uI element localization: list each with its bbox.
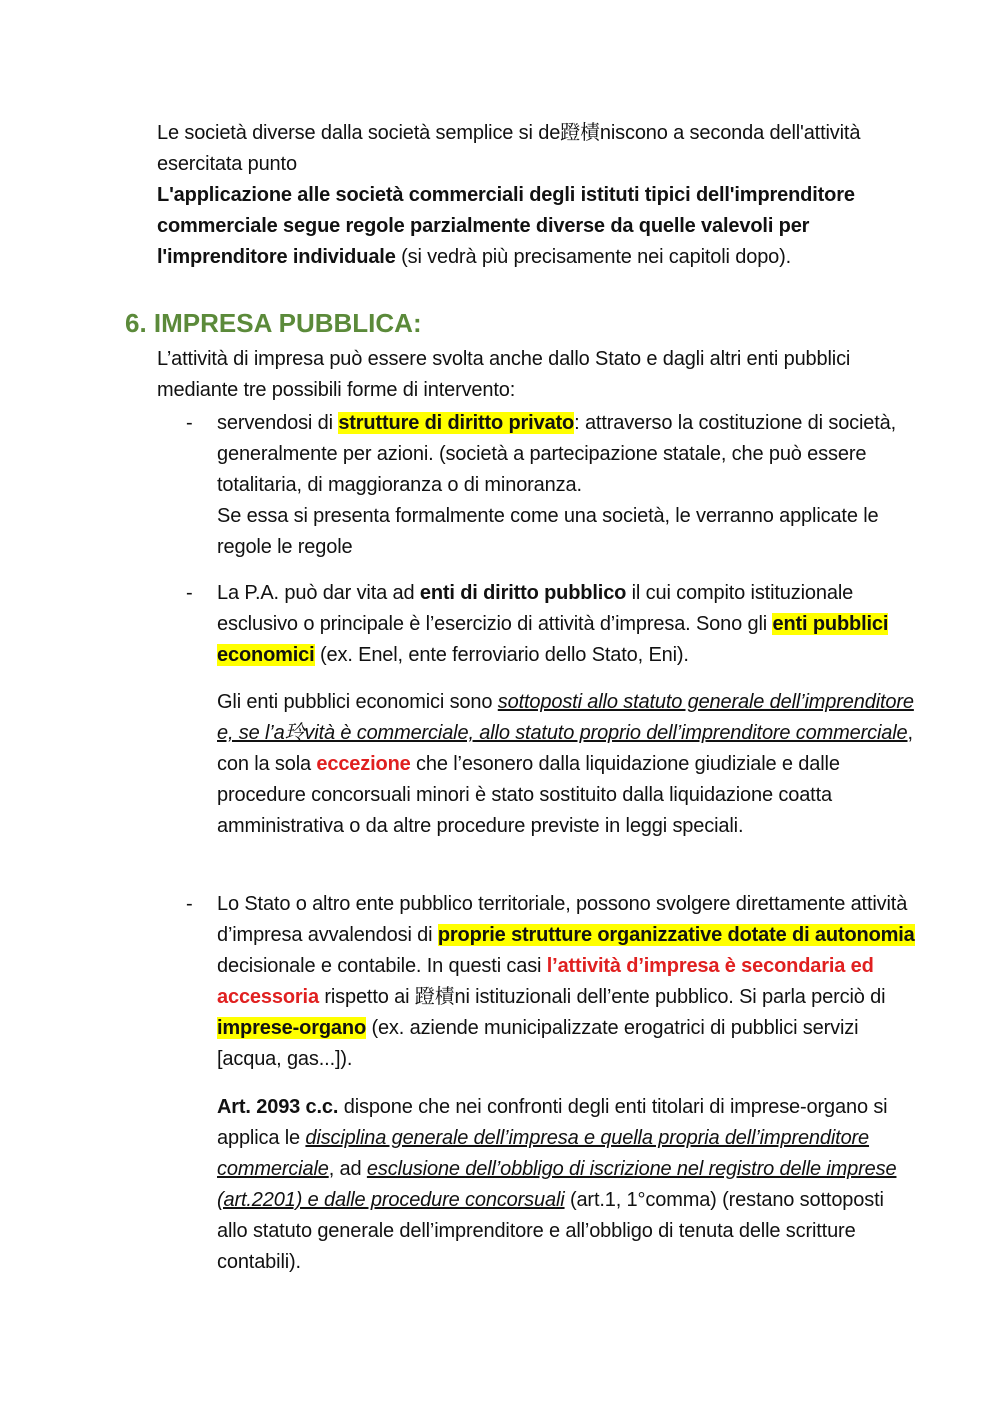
bullet-dash: -: [186, 412, 193, 434]
red-bold-text: l’attività d’impresa è secondaria ed accessoria: [217, 955, 874, 1008]
section-heading: 6. IMPRESA PUBBLICA:: [125, 308, 422, 338]
item-text: (ex. aziende municipalizzate erogatrici di pubblici servizi [acqua, gas...]).: [217, 1017, 859, 1070]
intro-tail-text: (si vedrà più precisamente nei capitoli dopo).: [395, 246, 792, 268]
item-text: rispetto ai 蹬樍ni istituzionali dell’ente pubblico. Si parla perciò di: [318, 986, 886, 1008]
item-text: Gli enti pubblici economici sono: [217, 691, 498, 713]
item-text: , con la sola: [217, 722, 913, 775]
highlighted-text: imprese-organo: [217, 1017, 367, 1039]
intro-line: Le società diverse dalla società semplice si de蹬樍niscono a seconda dell'attività esercitata punto: [157, 122, 861, 175]
item-text: (art.1, 1°comma) (restano sottoposti allo statuto generale dell’imprenditore e all’obbligo di tenuta delle scritture contabili).: [217, 1189, 884, 1273]
section-lead: L’attività di impresa può essere svolta anche dallo Stato e dagli altri enti pubblici mediante tre possibili forme di intervento:: [157, 348, 851, 401]
red-bold-text: eccezione: [316, 753, 411, 775]
italic-underlined-text: disciplina generale dell’impresa e quella propria dell’imprenditore commerciale: [217, 1127, 870, 1180]
intro-bold-line: [157, 180, 917, 273]
item-subparagraph: [217, 1092, 917, 1278]
item-text: , ad: [328, 1158, 367, 1180]
item-text: il cui compito istituzionale esclusivo o principale è l’esercizio di attività d’impresa. Sono gli: [217, 582, 854, 635]
item-text: La P.A. può dar vita ad: [217, 582, 420, 604]
intro-paragraph: [157, 118, 917, 273]
bullet-dash: -: [186, 893, 193, 915]
item-paragraph: Se essa si presenta formalmente come una società, le verranno applicate le regole le regole: [217, 505, 879, 558]
item-text: Lo Stato o altro ente pubblico territoriale, possono svolgere direttamente attività d’impresa avvalendosi di: [217, 893, 908, 946]
item-paragraph: [217, 687, 917, 842]
list-item: [217, 408, 917, 563]
highlighted-text: strutture di diritto privato: [338, 412, 575, 434]
italic-underlined-text: sottoposti allo statuto generale dell’imprenditore e, se l’a玲vità è commerciale, allo statuto proprio dell’imprenditore commerciale: [217, 691, 914, 744]
item-paragraph: [217, 1092, 917, 1278]
item-paragraph: [217, 408, 917, 501]
item-text: dispone che nei confronti degli enti titolari di imprese-organo si applica le: [217, 1096, 888, 1149]
bold-text: enti di diritto pubblico: [419, 582, 627, 604]
item-text: che l’esonero dalla liquidazione giudiziale e dalle procedure concorsuali minori è stato sostituito dalla liquidazione coatta amministrativa o da altre procedure previste in leggi speciali.: [217, 753, 840, 837]
item-paragraph: [217, 889, 917, 1075]
highlighted-text: proprie strutture organizzative dotate di autonomia: [437, 924, 915, 946]
bullet-dash: -: [186, 582, 193, 604]
item-text: servendosi di: [217, 412, 339, 434]
item-subparagraph: [217, 687, 917, 842]
italic-underlined-text: esclusione dell’obbligo di iscrizione nel registro delle imprese (art.2201) e dalle procedure concorsuali: [217, 1158, 897, 1211]
bold-text: Art. 2093 c.c.: [217, 1096, 339, 1118]
item-text: (ex. Enel, ente ferroviario dello Stato, Eni).: [314, 644, 689, 666]
item-paragraph: [217, 578, 917, 671]
intro-bold-text: L'applicazione alle società commerciali degli istituti tipici dell'imprenditore commerciale segue regole parzialmente diverse da quelle valevoli per l'imprenditore individuale: [157, 184, 855, 268]
highlighted-text: enti pubblici economici: [217, 613, 889, 666]
list-item: [217, 889, 917, 1075]
item-text: : attraverso la costituzione di società, generalmente per azioni. (società a partecipazione statale, che può essere totalitaria, di maggioranza o di minoranza.: [217, 412, 897, 496]
item-text: decisionale e contabile. In questi casi: [217, 955, 547, 977]
list-item: [217, 578, 917, 671]
